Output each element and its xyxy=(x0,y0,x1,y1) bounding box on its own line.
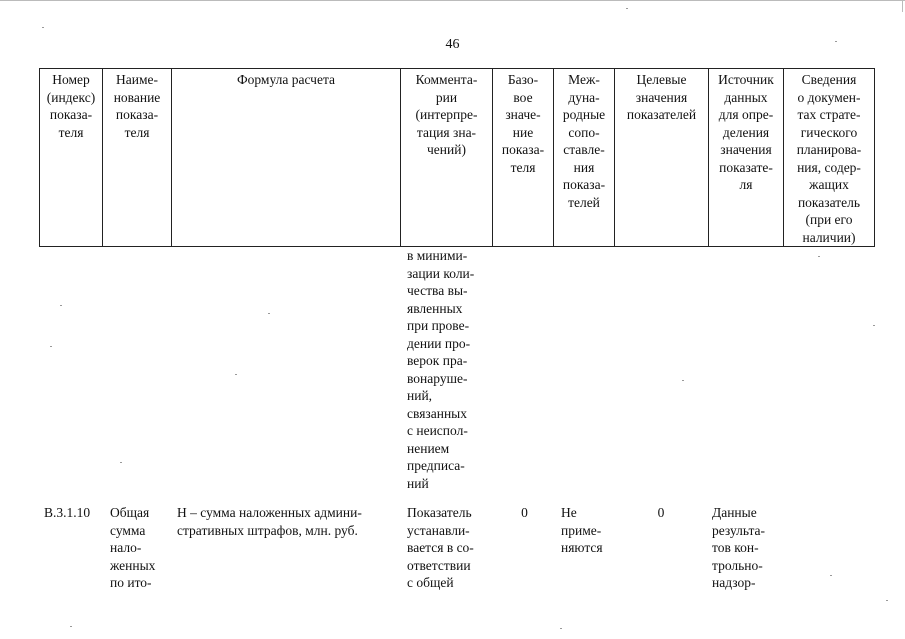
row-indicator-number: В.3.1.10 xyxy=(44,505,91,520)
header-base-value: Базо- вое значе- ние показа- теля xyxy=(493,69,554,247)
scan-speck xyxy=(835,41,837,42)
header-international-comparison: Меж- дуна- родные сопо- ставле- ния показа- телей xyxy=(554,69,615,247)
scan-speck xyxy=(268,313,270,314)
header-indicator-number: Номер (индекс) показа- теля xyxy=(40,69,103,247)
scan-edge-top xyxy=(0,0,905,1)
header-target-values: Целевые значения показателей xyxy=(615,69,709,247)
scan-speck xyxy=(830,575,832,576)
comment-continuation: в миними- зации коли- чества вы- явленных при прове- дении про- верок пра- вонаруше- ний, связанных с неиспол- нением предписа- ний xyxy=(407,248,475,491)
scan-speck xyxy=(682,380,684,381)
scan-speck xyxy=(120,462,122,463)
row-target-value: 0 xyxy=(657,505,665,520)
indicators-table-header xyxy=(39,68,875,247)
header-comments: Коммента- рии (интерпре- тация зна- чений) xyxy=(401,69,493,247)
scan-speck xyxy=(235,374,237,375)
header-indicator-name: Наиме- нование показа- теля xyxy=(103,69,172,247)
page-number: 46 xyxy=(445,37,460,52)
header-calculation-formula: Формула расчета xyxy=(172,69,401,247)
header-strategic-documents: Сведения о докумен- тах страте- гического планирова- ния, содер- жащих показатель (при его наличии) xyxy=(784,69,875,247)
row-data-source: Данные результа- тов кон- трольно- надзор- xyxy=(712,505,766,590)
row-international-comparison: Не приме- няются xyxy=(561,505,603,555)
scan-speck xyxy=(60,305,62,306)
row-base-value: 0 xyxy=(521,505,528,520)
scan-speck xyxy=(560,628,562,629)
row-indicator-name: Общая сумма нало- женных по ито- xyxy=(110,505,156,590)
scan-speck xyxy=(42,27,44,28)
row-calculation-formula: Н – сумма наложенных админи- стративных штрафов, млн. руб. xyxy=(177,505,362,538)
scan-speck xyxy=(818,256,820,257)
scan-speck xyxy=(50,346,52,347)
scan-speck xyxy=(626,8,628,9)
scan-speck xyxy=(873,325,875,326)
scan-speck xyxy=(70,626,72,627)
scan-speck xyxy=(886,600,888,601)
header-data-source: Источник данных для опре- деления значения показате- ля xyxy=(709,69,784,247)
row-comment: Показатель устанавли- вается в со- ответствии с общей xyxy=(407,505,474,590)
scan-edge-right xyxy=(902,0,903,12)
